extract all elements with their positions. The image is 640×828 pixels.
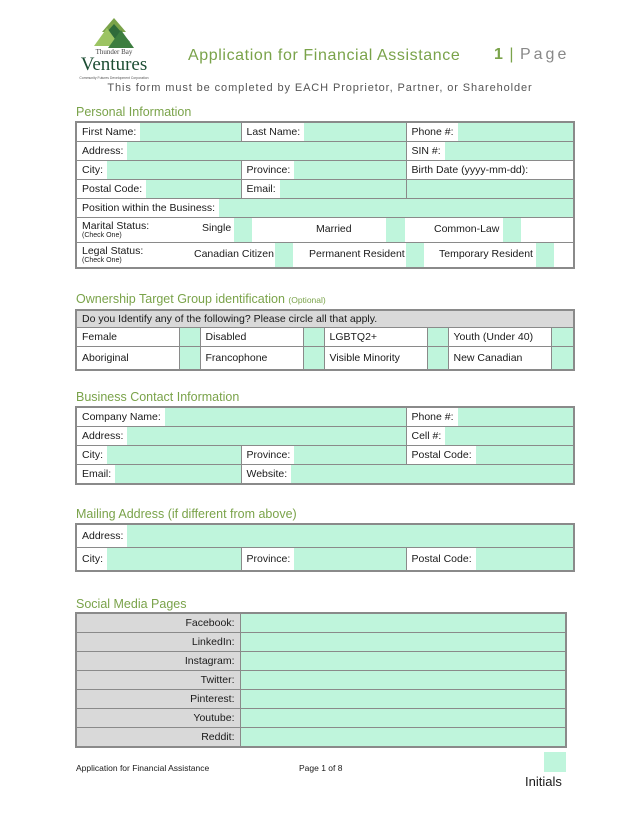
business-contact-table <box>75 406 575 485</box>
legal-status-label: Legal Status: <box>82 244 144 257</box>
company-name-field[interactable] <box>165 408 406 426</box>
business-email-label: Email: <box>82 468 112 480</box>
business-phone-label: Phone #: <box>411 411 454 423</box>
section-title-business: Business Contact Information <box>76 390 240 404</box>
option-lgbtq: LGBTQ2+ <box>324 328 427 347</box>
common-law-label: Common-Law <box>434 223 500 235</box>
phone-field[interactable] <box>458 123 573 141</box>
mailing-province-field[interactable] <box>294 548 405 570</box>
pinterest-label: Pinterest: <box>76 690 240 709</box>
canadian-citizen-label: Canadian Citizen <box>194 248 274 260</box>
ownership-question: Do you Identify any of the following? Please circle all that apply. <box>76 310 574 328</box>
last-name-field[interactable] <box>304 123 405 141</box>
married-label: Married <box>316 223 352 235</box>
business-email-field[interactable] <box>115 465 240 483</box>
legal-note: (Check One) <box>82 256 122 264</box>
logo-top-text: Thunder Bay <box>95 48 133 56</box>
website-field[interactable] <box>291 465 573 483</box>
logo-main-text: Ventures <box>80 54 148 75</box>
section-title-mailing: Mailing Address (if different from above) <box>76 507 297 521</box>
footer-left-text: Application for Financial Assistance <box>76 763 210 773</box>
section-title-personal: Personal Information <box>76 105 192 119</box>
address-field[interactable] <box>127 142 405 160</box>
mailing-city-field[interactable] <box>107 548 241 570</box>
mailing-address-label: Address: <box>82 530 124 542</box>
business-phone-field[interactable] <box>458 408 573 426</box>
business-postal-label: Postal Code: <box>411 449 472 461</box>
permanent-resident-label: Permanent Resident <box>309 248 405 260</box>
option-female-checkbox[interactable] <box>179 328 200 347</box>
option-youth: Youth (Under 40) <box>448 328 551 347</box>
business-postal-field[interactable] <box>476 446 573 464</box>
permanent-resident-checkbox[interactable] <box>406 243 424 267</box>
option-francophone: Francophone <box>200 347 303 371</box>
page-separator: | <box>509 46 515 63</box>
marital-note: (Check One) <box>82 231 122 239</box>
temporary-resident-checkbox[interactable] <box>536 243 554 267</box>
single-label: Single <box>202 222 232 234</box>
business-city-label: City: <box>82 449 103 461</box>
position-field[interactable] <box>219 199 573 217</box>
option-disabled-checkbox[interactable] <box>303 328 324 347</box>
temporary-resident-label: Temporary Resident <box>439 248 533 260</box>
page-title: Application for Financial Assistance <box>188 47 461 64</box>
postal-code-field[interactable] <box>146 180 240 198</box>
province-label: Province: <box>246 164 291 176</box>
position-label: Position within the Business: <box>82 202 216 214</box>
mailing-address-table <box>75 523 575 572</box>
form-subtitle: This form must be completed by EACH Proprietor, Partner, or Shareholder <box>107 82 533 94</box>
tree-logo-icon <box>74 16 154 50</box>
page-number-value: 1 <box>494 46 504 63</box>
ownership-table <box>75 309 575 371</box>
email-field[interactable] <box>280 180 406 198</box>
mailing-address-field[interactable] <box>127 525 573 547</box>
option-new-canadian-checkbox[interactable] <box>551 347 574 371</box>
city-field[interactable] <box>107 161 241 179</box>
social-media-table <box>75 612 567 748</box>
birth-date-field[interactable] <box>406 180 574 199</box>
sin-field[interactable] <box>445 142 573 160</box>
linkedin-label: LinkedIn: <box>76 633 240 652</box>
youtube-label: Youtube: <box>76 709 240 728</box>
initials-field[interactable] <box>544 752 566 772</box>
option-francophone-checkbox[interactable] <box>303 347 324 371</box>
option-aboriginal: Aboriginal <box>76 347 179 371</box>
single-checkbox[interactable] <box>234 218 252 242</box>
personal-info-table <box>75 121 575 269</box>
mailing-postal-label: Postal Code: <box>411 553 472 565</box>
mailing-city-label: City: <box>82 553 103 565</box>
twitter-label: Twitter: <box>76 671 240 690</box>
ownership-title: Ownership Target Group identification <box>76 292 285 306</box>
address-label: Address: <box>82 145 124 157</box>
company-name-label: Company Name: <box>82 411 161 423</box>
first-name-label: First Name: <box>82 126 137 138</box>
option-aboriginal-checkbox[interactable] <box>179 347 200 371</box>
sin-label: SIN #: <box>411 145 441 157</box>
facebook-field[interactable] <box>240 613 566 633</box>
initials-label: Initials <box>525 774 562 789</box>
first-name-field[interactable] <box>140 123 240 141</box>
youtube-field[interactable] <box>240 709 566 728</box>
logo-sub-text: Community Futures Development Corporation <box>79 76 149 80</box>
option-female: Female <box>76 328 179 347</box>
option-visible-minority: Visible Minority <box>324 347 427 371</box>
canadian-citizen-checkbox[interactable] <box>275 243 293 267</box>
birth-date-label: Birth Date (yyyy-mm-dd): <box>411 164 529 176</box>
email-label: Email: <box>246 183 276 195</box>
mailing-postal-field[interactable] <box>476 548 573 570</box>
website-label: Website: <box>246 468 288 480</box>
option-disabled: Disabled <box>200 328 303 347</box>
phone-label: Phone #: <box>411 126 454 138</box>
logo <box>74 16 154 82</box>
instagram-field[interactable] <box>240 652 566 671</box>
twitter-field[interactable] <box>240 671 566 690</box>
city-label: City: <box>82 164 103 176</box>
business-province-field[interactable] <box>294 446 405 464</box>
married-checkbox[interactable] <box>386 218 405 242</box>
page-number <box>494 46 569 64</box>
footer-page-count: Page 1 of 8 <box>299 763 343 773</box>
page-word: Page <box>519 46 570 63</box>
common-law-checkbox[interactable] <box>503 218 521 242</box>
cell-field[interactable] <box>445 427 573 445</box>
linkedin-field[interactable] <box>240 633 566 652</box>
reddit-label: Reddit: <box>76 728 240 748</box>
last-name-label: Last Name: <box>246 126 301 138</box>
facebook-label: Facebook: <box>76 613 240 633</box>
postal-code-label: Postal Code: <box>82 183 143 195</box>
reddit-field[interactable] <box>240 728 566 748</box>
option-youth-checkbox[interactable] <box>551 328 574 347</box>
instagram-label: Instagram: <box>76 652 240 671</box>
option-visible-minority-checkbox[interactable] <box>427 347 448 371</box>
section-title-ownership <box>76 292 326 306</box>
cell-label: Cell #: <box>411 430 442 442</box>
option-lgbtq-checkbox[interactable] <box>427 328 448 347</box>
business-city-field[interactable] <box>107 446 241 464</box>
section-title-social: Social Media Pages <box>76 597 187 611</box>
marital-status-label: Marital Status: <box>82 219 150 232</box>
business-province-label: Province: <box>246 449 291 461</box>
ownership-optional: (Optional) <box>288 295 326 305</box>
option-new-canadian: New Canadian <box>448 347 551 371</box>
pinterest-field[interactable] <box>240 690 566 709</box>
business-address-label: Address: <box>82 430 124 442</box>
business-address-field[interactable] <box>127 427 405 445</box>
mailing-province-label: Province: <box>246 553 291 565</box>
province-field[interactable] <box>294 161 405 179</box>
